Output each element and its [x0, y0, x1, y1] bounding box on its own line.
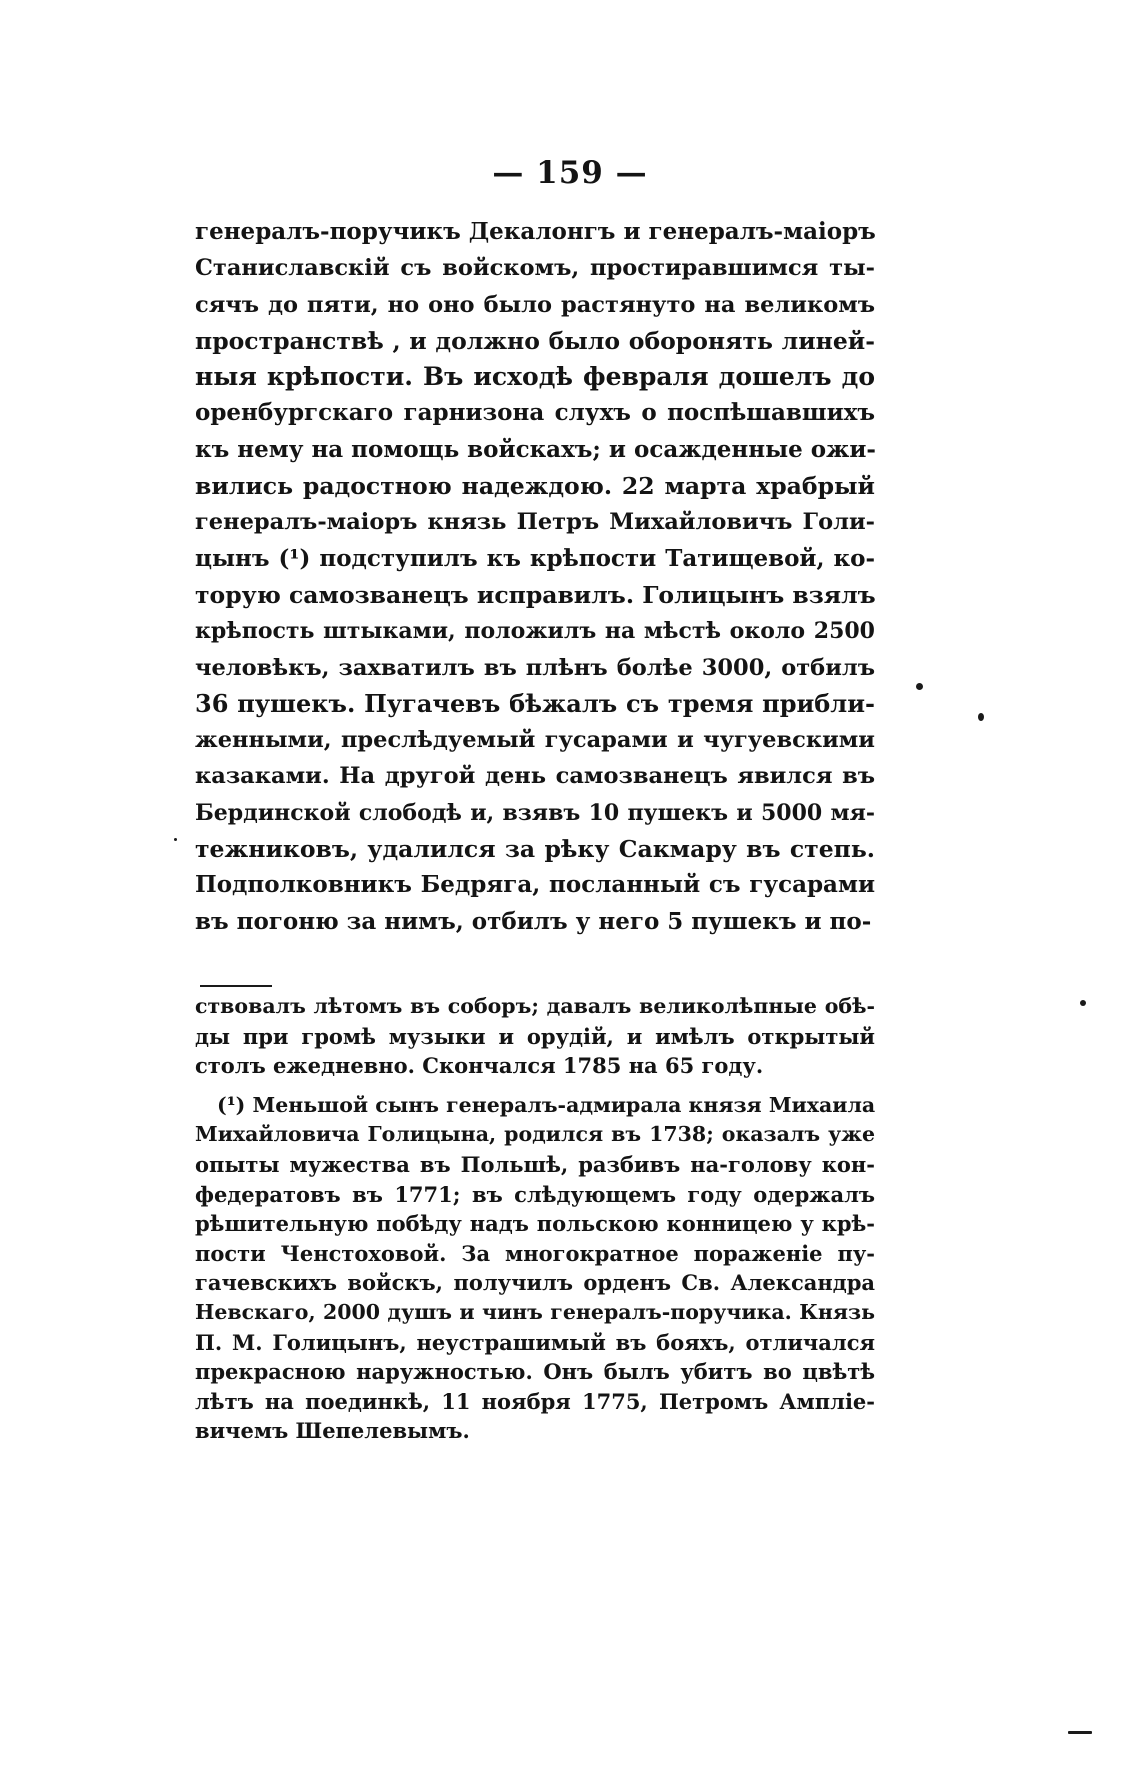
footnote-separator — [200, 985, 272, 987]
footnotes — [195, 992, 875, 1446]
main-text — [195, 214, 875, 940]
footnote-line: лѣтъ на поединкѣ, 11 ноября 1775, Петромъ Ампліе- — [195, 1388, 875, 1414]
footnote-line: ды при громѣ музыки и орудій, и имѣлъ открытый — [195, 1023, 875, 1049]
text-line: 36 пушекъ. Пугачевъ бѣжалъ съ тремя прибли- — [195, 688, 875, 718]
ink-speck — [174, 838, 177, 841]
footnote-line: пости Ченстоховой. За многократное пораженіе пу- — [195, 1240, 875, 1266]
footnote-line: (¹) Меньшой сынъ генералъ-адмирала князя Михаила — [217, 1092, 876, 1117]
text-line: генералъ-маіоръ князь Петръ Михайловичъ Голи- — [195, 509, 875, 536]
text-line: сячъ до пяти, но оно было растянуто на великомъ — [195, 291, 875, 318]
ink-speck — [916, 683, 923, 690]
text-line: генералъ-поручикъ Декалонгъ и генералъ-маіоръ — [195, 218, 876, 245]
footnote-line: Невскаго, 2000 душъ и чинъ генералъ-поручика. Князь — [195, 1299, 875, 1324]
footnote-line: опыты мужества въ Польшѣ, разбивъ на-голову кон- — [195, 1151, 875, 1177]
text-line: человѣкъ, захватилъ въ плѣнъ болѣе 3000, отбилъ — [195, 654, 875, 681]
footnote-line: ствовалъ лѣтомъ въ соборъ; давалъ великолѣпные обѣ- — [195, 994, 875, 1018]
text-line: въ погоню за нимъ, отбилъ у него 5 пушекъ и по- — [195, 907, 872, 935]
text-line: цынъ (¹) подступилъ къ крѣпости Татищевой, ко- — [195, 544, 875, 572]
footnote-line: столъ ежедневно. Скончался 1785 на 65 году. — [195, 1053, 764, 1079]
text-line: ныя крѣпости. Въ исходѣ февраля дошелъ до — [195, 362, 875, 392]
text-line: къ нему на помощь войскахъ; и осажденные ожи- — [195, 435, 876, 463]
text-line: Подполковникъ Бедряга, посланный съ гусарами — [195, 871, 875, 899]
text-line: казаками. На другой день самозванецъ явился въ — [195, 763, 875, 790]
ink-speck — [978, 713, 984, 721]
footnote-line: П. М. Голицынъ, неустрашимый въ бояхъ, отличался — [195, 1329, 875, 1355]
page-number: — 159 — — [492, 155, 648, 191]
footnote-line: рѣшительную побѣду надъ польскою конницею у крѣ- — [195, 1211, 875, 1237]
text-line: Станиславскій съ войскомъ, простиравшимся ты- — [195, 255, 875, 282]
ink-speck — [1080, 1000, 1086, 1006]
text-line: оренбургскаго гарнизона слухъ о поспѣшавшихъ — [195, 399, 875, 427]
text-line: Бердинской слободѣ и, взявъ 10 пушекъ и 5000 мя- — [195, 799, 875, 826]
footnote-line: вичемъ Шепелевымъ. — [195, 1418, 470, 1444]
text-line: торую самозванецъ исправилъ. Голицынъ взялъ — [195, 580, 876, 609]
footnote-gap — [195, 1081, 875, 1091]
footnote-line: гачевскихъ войскъ, получилъ орденъ Св. Александра — [195, 1270, 875, 1296]
text-line: крѣпость штыками, положилъ на мѣстѣ около 2500 — [195, 618, 875, 645]
text-line: тежниковъ, удалился за рѣку Сакмару въ степь. — [195, 835, 875, 864]
footnote-line: прекрасною наружностью. Онъ былъ убитъ во цвѣтѣ — [195, 1359, 875, 1385]
text-line: женными, преслѣдуемый гусарами и чугуевскими — [195, 727, 875, 754]
text-line: вились радостною надеждою. 22 марта храбрый — [195, 472, 875, 501]
footnote-line: Михайловича Голицына, родился въ 1738; оказалъ уже — [195, 1122, 875, 1147]
footnote-line: федератовъ въ 1771; въ слѣдующемъ году одержалъ — [195, 1181, 875, 1207]
ink-speck — [1068, 1731, 1092, 1734]
text-line: пространствѣ , и должно было оборонять линей- — [195, 326, 875, 355]
